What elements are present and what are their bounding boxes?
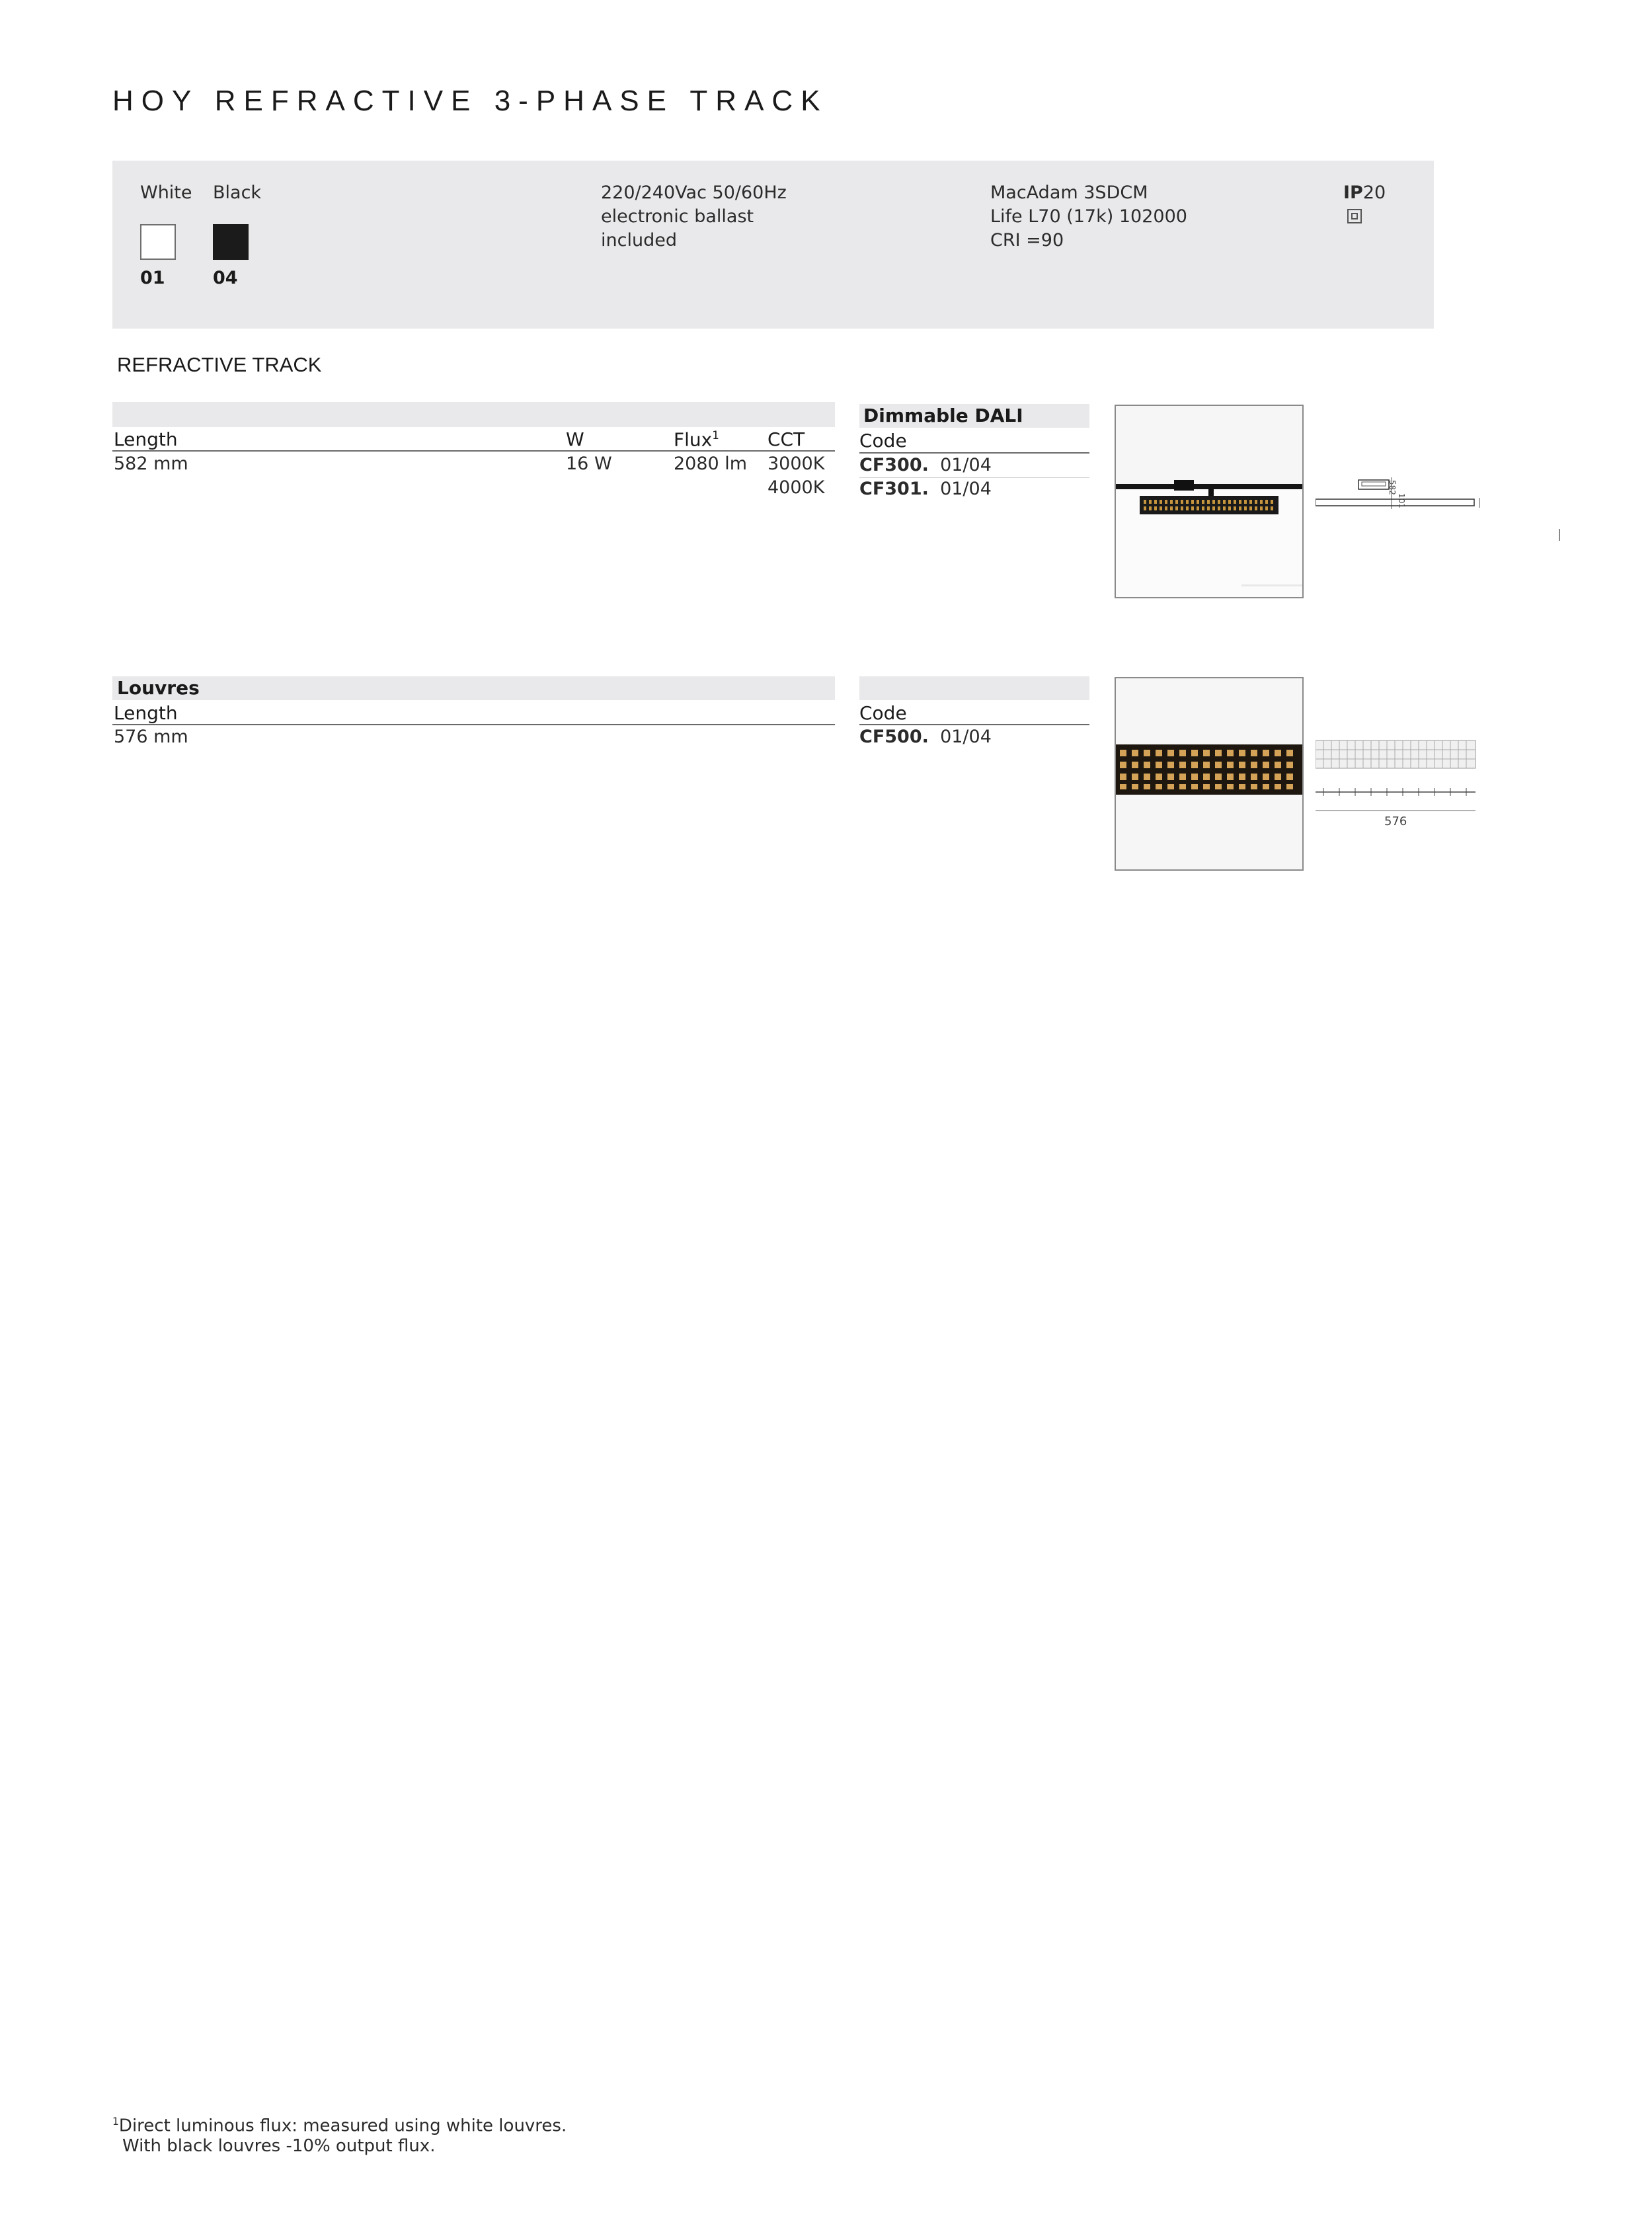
finish-codes: 01/04	[940, 727, 992, 747]
louvres-group-label: Louvres	[117, 677, 200, 699]
code-rule	[859, 452, 1089, 454]
row-divider	[859, 477, 1089, 478]
optical-line-2: Life L70 (17k) 102000	[990, 206, 1187, 227]
product-code: CF300.	[859, 455, 929, 475]
louvres-code-header: Code	[859, 702, 907, 724]
flux-footnote-mark: 1	[712, 428, 719, 442]
flux-value: 2080 lm	[674, 454, 748, 474]
cct-value-2: 4000K	[767, 477, 825, 498]
louvres-drawing-label: 576	[1384, 815, 1407, 828]
page-title: HOY REFRACTIVE 3-PHASE TRACK	[112, 85, 828, 117]
product-photo-track	[1115, 405, 1304, 598]
cct-value-1: 3000K	[767, 454, 825, 474]
length-header: Length	[114, 428, 178, 450]
finish-white-code: 01	[140, 268, 165, 288]
flux-header	[674, 428, 719, 450]
flux-header-label: Flux	[674, 428, 713, 451]
track-table-header-bar	[112, 402, 835, 427]
optical-line-3: CRI =90	[990, 230, 1064, 251]
electrical-line-1: 220/240Vac 50/60Hz	[601, 182, 787, 203]
watt-value: 16 W	[566, 454, 612, 474]
footnote-text-1: Direct luminous flux: measured using white louvres.	[118, 2116, 567, 2136]
louvres-length-value: 576 mm	[114, 727, 188, 747]
code-row	[859, 479, 992, 499]
finish-white-label: White	[140, 182, 192, 203]
ip-value: 20	[1362, 182, 1386, 203]
optical-specs	[990, 181, 1187, 253]
finish-codes: 01/04	[940, 455, 992, 475]
optical-line-1: MacAdam 3SDCM	[990, 182, 1148, 203]
drawing-label-length: 582	[1388, 480, 1397, 495]
table-rule	[112, 724, 835, 725]
cct-header: CCT	[767, 428, 805, 450]
drawing-label-height: 101	[1397, 493, 1406, 508]
margin-mark	[1559, 529, 1560, 541]
footnote-line-2: With black louvres -10% output flux.	[122, 2136, 436, 2156]
ip-prefix: IP	[1343, 182, 1363, 203]
louvres-header-bar	[112, 676, 835, 700]
finish-black-code: 04	[213, 268, 238, 288]
dali-group-label: Dimmable DALI	[863, 405, 1023, 426]
technical-drawing-louvres	[1316, 737, 1478, 830]
product-photo-louvres	[1115, 677, 1304, 871]
electrical-line-3: included	[601, 230, 677, 251]
louvres-drawing-svg	[1316, 737, 1478, 830]
louvres-image	[1116, 678, 1302, 869]
code-rule	[859, 724, 1089, 725]
footnote-mark: 1	[112, 2116, 119, 2128]
watt-header: W	[566, 428, 584, 450]
code-row	[859, 455, 992, 475]
table-rule	[112, 450, 835, 452]
technical-drawing-track	[1316, 475, 1487, 541]
product-code: CF500.	[859, 727, 929, 747]
ip-rating	[1343, 181, 1386, 205]
louvres-length-header: Length	[114, 702, 178, 724]
code-header: Code	[859, 430, 907, 452]
class-ii-icon	[1347, 209, 1362, 223]
section-title: REFRACTIVE TRACK	[117, 353, 322, 376]
black-swatch	[213, 224, 249, 260]
product-code: CF301.	[859, 479, 929, 499]
electrical-line-2: electronic ballast	[601, 206, 754, 227]
code-row	[859, 727, 992, 747]
louvres-code-header-bar	[859, 676, 1089, 700]
track-luminaire-image	[1116, 406, 1302, 597]
finish-codes: 01/04	[940, 479, 992, 499]
finish-black-label: Black	[213, 182, 262, 203]
length-value: 582 mm	[114, 454, 188, 474]
white-swatch	[140, 224, 176, 260]
electrical-specs	[601, 181, 787, 253]
track-drawing-svg	[1316, 475, 1487, 541]
